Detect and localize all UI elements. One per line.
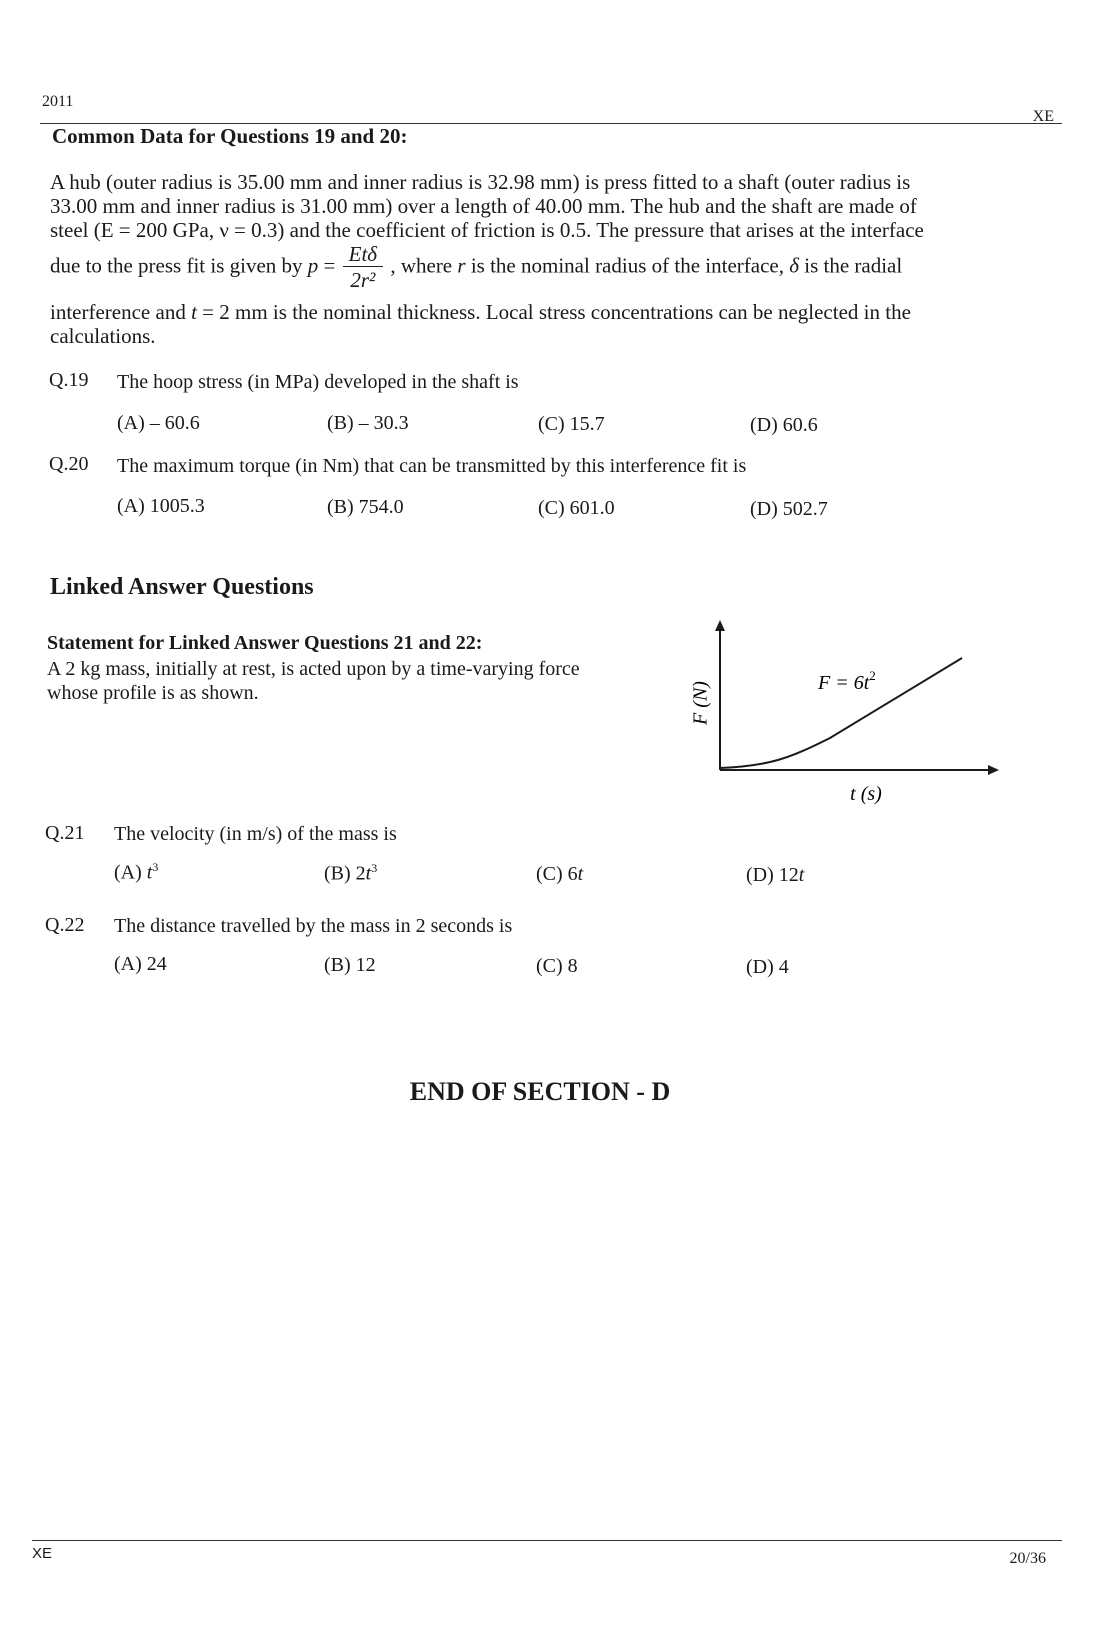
q22-option-a: (A) 24 [114, 953, 167, 975]
q21-number: Q.21 [45, 822, 85, 844]
linked-statement-title: Statement for Linked Answer Questions 21 and 22: [47, 632, 483, 654]
q21-text: The velocity (in m/s) of the mass is [114, 823, 397, 845]
curve-equation-exponent: 2 [869, 668, 876, 683]
q21-option-c [536, 863, 583, 886]
q19-number: Q.19 [49, 369, 89, 391]
q22-number: Q.22 [45, 914, 85, 936]
q21-a-exp: 3 [152, 860, 159, 874]
fraction-denominator: 2r² [350, 268, 376, 292]
header-code: XE [1032, 108, 1054, 125]
pressure-variable: p [307, 253, 319, 278]
curve-equation-label [817, 668, 876, 694]
q19-text: The hoop stress (in MPa) developed in the shaft is [117, 371, 519, 393]
delta-variable: δ [789, 253, 799, 278]
q21-c-prefix: (C) 6 [536, 863, 578, 885]
fraction-numerator: Etδ [343, 242, 383, 267]
linked-answer-heading: Linked Answer Questions [50, 574, 314, 600]
q21-b-exp: 3 [371, 861, 378, 875]
x-axis-label: t (s) [850, 783, 882, 805]
linked-statement-line-2: whose profile is as shown. [47, 682, 259, 704]
common-para-line-1: A hub (outer radius is 35.00 mm and inner radius is 32.98 mm) is press fitted to a shaft (outer radius is [50, 170, 911, 194]
q19-option-d: (D) 60.6 [750, 414, 818, 436]
q22-option-d: (D) 4 [746, 956, 789, 978]
line4-prefix: due to the press fit is given by [50, 253, 303, 278]
common-data-heading: Common Data for Questions 19 and 20: [52, 124, 408, 148]
x-axis-arrow [988, 765, 999, 775]
footer-rule [32, 1540, 1062, 1541]
common-para-line-5 [50, 300, 995, 325]
q22-option-c: (C) 8 [536, 955, 578, 977]
end-of-section: END OF SECTION - D [409, 1077, 671, 1106]
force-time-graph [690, 620, 1020, 830]
common-para-line-4 [50, 242, 995, 293]
line5-prefix: interference and [50, 300, 192, 324]
line4-end: is the radial [799, 253, 903, 278]
q21-a-prefix: (A) [114, 861, 147, 884]
y-axis-label: F (N) [690, 681, 712, 725]
common-para-line-2: 33.00 mm and inner radius is 31.00 mm) over a length of 40.00 mm. The hub and the shaft are made of [50, 194, 917, 218]
q20-option-a: (A) 1005.3 [117, 495, 205, 517]
thickness-variable: t [191, 300, 197, 324]
q21-d-prefix: (D) 12 [746, 864, 799, 886]
q20-option-c: (C) 601.0 [538, 497, 615, 519]
q21-option-a [114, 860, 158, 885]
q21-d-var: t [798, 864, 805, 886]
radius-variable: r [457, 253, 466, 278]
q19-option-b: (B) – 30.3 [327, 412, 409, 434]
q20-number: Q.20 [49, 453, 89, 475]
line4-where: , where [385, 253, 458, 278]
common-para-line-3: steel (E = 200 GPa, ν = 0.3) and the coefficient of friction is 0.5. The pressure that arises at the interface [50, 218, 924, 242]
common-para-line-6: calculations. [50, 324, 156, 348]
q22-text: The distance travelled by the mass in 2 seconds is [114, 915, 513, 937]
equals-sign: = [318, 253, 336, 278]
q19-option-a: (A) – 60.6 [117, 412, 200, 434]
line4-middle: is the nominal radius of the interface, [465, 253, 790, 278]
q20-text: The maximum torque (in Nm) that can be transmitted by this interference fit is [117, 455, 747, 477]
pressure-fraction [343, 242, 383, 293]
q21-b-var: t [365, 862, 372, 885]
q22-option-b: (B) 12 [324, 954, 376, 976]
footer-code: XE [32, 1545, 53, 1562]
q19-option-c: (C) 15.7 [538, 413, 605, 435]
linked-statement-line-1: A 2 kg mass, initially at rest, is acted upon by a time-varying force [47, 658, 580, 680]
q21-b-prefix: (B) 2 [324, 862, 366, 885]
q21-option-b [324, 861, 377, 886]
line5-suffix: = 2 mm is the nominal thickness. Local stress concentrations can be neglected in the [196, 300, 911, 324]
curve-equation-base: F = 6t [818, 672, 870, 694]
page-number: 20/36 [1009, 1550, 1046, 1567]
header-year: 2011 [42, 93, 74, 110]
q21-option-d [746, 864, 804, 887]
q21-c-var: t [577, 863, 584, 885]
q21-a-var: t [146, 861, 153, 884]
q20-option-b: (B) 754.0 [327, 496, 404, 518]
y-axis-arrow [715, 620, 725, 631]
q20-option-d: (D) 502.7 [750, 498, 828, 520]
